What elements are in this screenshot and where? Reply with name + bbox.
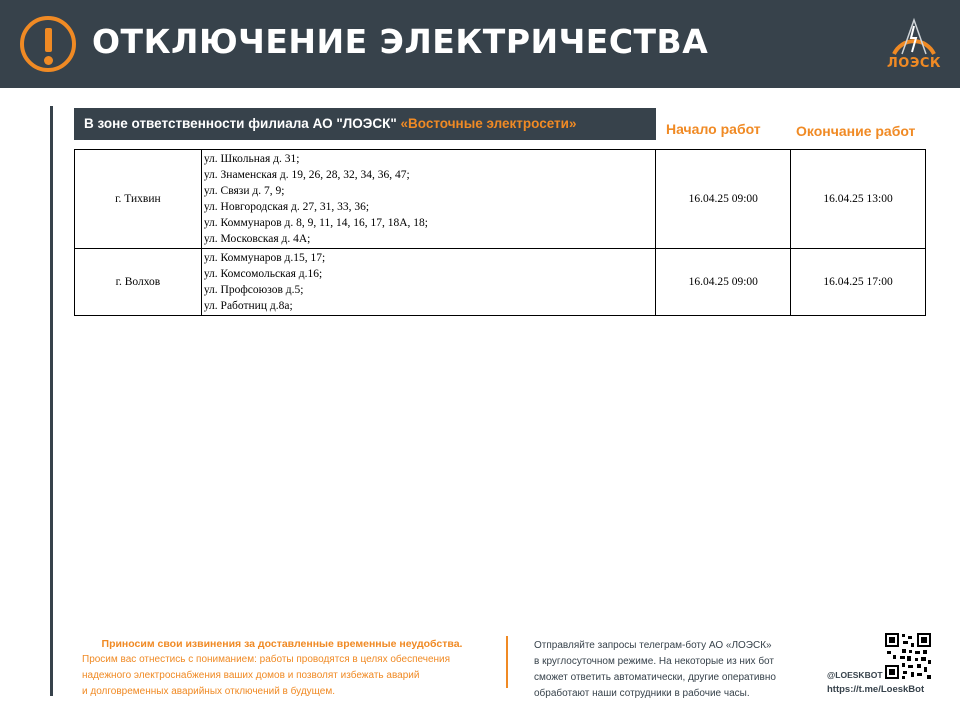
zone-prefix: В зоне ответственности филиала АО "ЛОЭСК": [84, 116, 397, 131]
street-line: ул. Знаменская д. 19, 26, 28, 32, 34, 36, 47;: [203, 169, 410, 181]
table-row: [75, 150, 926, 249]
street-line: ул. Новгородская д. 27, 31, 33, 36;: [203, 201, 370, 213]
street-line: ул. Коммунаров д.15, 17;: [203, 252, 326, 264]
explanation-text: [82, 652, 502, 700]
street-line: ул. Московская д. 4А;: [203, 233, 311, 245]
apology-text: Приносим свои извинения за доставленные временные неудобства.: [101, 638, 463, 650]
footer-apology-block: [82, 638, 502, 700]
explanation-line: надежного электроснабжения ваших домов и позволят избежать аварий: [82, 670, 420, 681]
bot-info-line: сможет ответить автоматически, другие оперативно: [534, 672, 776, 683]
street-line: ул. Комсомольская д.16;: [203, 268, 323, 280]
bot-info-line: в круглосуточном режиме. На некоторые из них бот: [534, 656, 774, 667]
left-accent-bar: [50, 106, 53, 696]
end-time-cell: 16.04.25 17:00: [791, 249, 926, 316]
footer-divider: [506, 636, 508, 688]
table-row: [75, 249, 926, 316]
bot-handle: @LOESKBOT: [827, 670, 883, 680]
header-banner: [0, 0, 960, 88]
page-title: ОТКЛЮЧЕНИЕ ЭЛЕКТРИЧЕСТВА: [92, 22, 709, 61]
explanation-line: и долговременных аварийных отключений в будущем.: [82, 686, 335, 697]
street-line: ул. Работниц д.8а;: [203, 300, 293, 312]
bot-info-line: обработают наши сотрудники в рабочие часы.: [534, 688, 750, 699]
loesk-logo: [884, 14, 944, 76]
street-line: ул. Школьная д. 31;: [203, 153, 300, 165]
city-cell: г. Волхов: [75, 249, 202, 316]
end-time-cell: 16.04.25 13:00: [791, 150, 926, 249]
lightning-logo-icon: [884, 14, 944, 58]
explanation-line: Просим вас отнестись с пониманием: работы проводятся в целях обеспечения: [82, 654, 451, 665]
bot-link[interactable]: https://t.me/LoeskBot: [827, 684, 925, 695]
start-column-header: Начало работ: [666, 121, 761, 137]
streets-cell: [201, 249, 656, 316]
start-time-cell: 16.04.25 09:00: [656, 150, 791, 249]
qr-code-icon[interactable]: [884, 632, 932, 680]
street-line: ул. Профсоюзов д.5;: [203, 284, 304, 296]
end-column-header: Окончание работ: [796, 123, 916, 139]
street-line: ул. Коммунаров д. 8, 9, 11, 14, 16, 17, 18А, 18;: [203, 217, 428, 229]
start-time-cell: 16.04.25 09:00: [656, 249, 791, 316]
bot-info-text: [534, 638, 814, 702]
outage-table: [74, 149, 926, 316]
logo-text: ЛОЭСК: [886, 56, 942, 71]
exclamation-circle-icon: [20, 16, 76, 72]
zone-title: [74, 108, 656, 140]
street-line: ул. Связи д. 7, 9;: [203, 185, 285, 197]
zone-branch: «Восточные электросети»: [400, 116, 577, 131]
city-cell: г. Тихвин: [75, 150, 202, 249]
bot-info-line: Отправляйте запросы телеграм-боту АО «ЛОЭСК»: [534, 640, 772, 651]
streets-cell: [201, 150, 656, 249]
